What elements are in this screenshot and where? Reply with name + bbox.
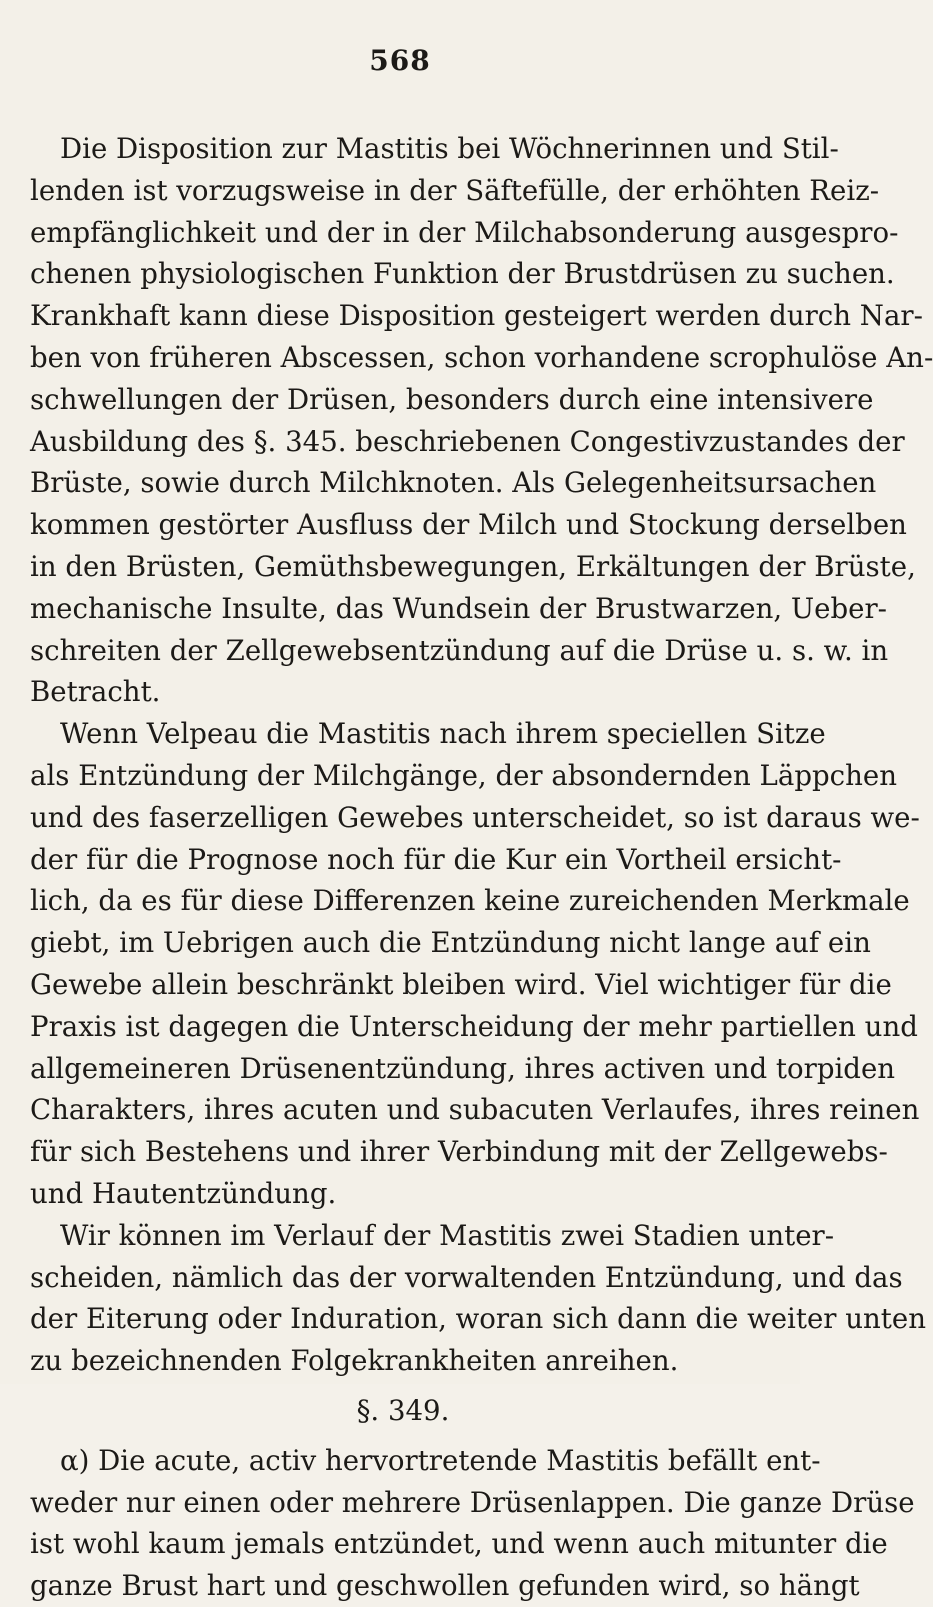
paragraph-velpeau (30, 713, 920, 1215)
page-number: 568 (369, 44, 431, 77)
text-line: schwellungen der Drüsen, besonders durch eine intensivere (30, 382, 874, 416)
text-line: empfänglichkeit und der in der Milchabsonderung ausgespro- (30, 215, 899, 249)
text-line: chenen physiologischen Funktion der Brustdrüsen zu suchen. (30, 257, 895, 291)
text-line: kommen gestörter Ausfluss der Milch und Stockung derselben (30, 508, 907, 542)
spacer (30, 1382, 776, 1390)
text-line: ben von früheren Abscessen, schon vorhandene scrophulöse An- (30, 340, 933, 374)
spacer (30, 1432, 776, 1440)
text-line: allgemeineren Drüsenentzündung, ihres activen und torpiden (30, 1051, 896, 1085)
text-line: und des faserzelligen Gewebes unterscheidet, so ist daraus we- (30, 800, 920, 834)
text-line: Die Disposition zur Mastitis bei Wöchnerinnen und Stil- (60, 132, 839, 165)
text-line: als Entzündung der Milchgänge, der absondernden Läppchen (30, 758, 897, 792)
text-line: ganze Brust hart und geschwollen gefunden wird, so hängt (30, 1569, 860, 1603)
text-line: lenden ist vorzugsweise in der Säftefülle, der erhöhten Reiz- (30, 173, 880, 207)
text-line: lich, da es für diese Differenzen keine zureichenden Merkmale (30, 884, 910, 918)
text-line: giebt, im Uebrigen auch die Entzündung nicht lange auf ein (30, 926, 871, 960)
text-line: scheiden, nämlich das der vorwaltenden Entzündung, und das (30, 1260, 903, 1294)
text-line: Charakters, ihres acuten und subacuten Verlaufes, ihres reinen (30, 1093, 920, 1127)
text-line: α) Die acute, activ hervortretende Mastitis befällt ent- (60, 1443, 821, 1477)
text-line: für sich Bestehens und ihrer Verbindung mit der Zellgewebs- (30, 1135, 888, 1169)
text-line: und Hautentzündung. (30, 1176, 337, 1210)
text-line: Wir können im Verlauf der Mastitis zwei Stadien unter- (60, 1218, 835, 1252)
paragraph-acute-mastitis (30, 1440, 915, 1607)
text-line: der Eiterung oder Induration, woran sich dann die weiter unten (30, 1302, 926, 1336)
text-line: Wenn Velpeau die Mastitis nach ihrem speciellen Sitze (60, 717, 826, 751)
text-line: Praxis ist dagegen die Unterscheidung der mehr partiellen und (30, 1009, 918, 1043)
text-line: schreiten der Zellgewebsentzündung auf die Drüse u. s. w. in (30, 633, 889, 667)
text-line: weder nur einen oder mehrere Drüsenlappen. Die ganze Drüse (30, 1485, 915, 1519)
paragraph-disposition (30, 128, 933, 713)
text-line: Gewebe allein beschränkt bleiben wird. Viel wichtiger für die (30, 967, 892, 1001)
text-line: Brüste, sowie durch Milchknoten. Als Gelegenheitsursachen (30, 466, 877, 500)
paragraph-stadien (30, 1215, 926, 1382)
text-line: in den Brüsten, Gemüthsbewegungen, Erkältungen der Brüste, (30, 549, 916, 583)
text-line: Betracht. (30, 675, 161, 709)
text-line: der für die Prognose noch für die Kur ein Vortheil ersicht- (30, 842, 842, 876)
text-line: mechanische Insulte, das Wundsein der Brustwarzen, Ueber- (30, 591, 887, 625)
text-line: zu bezeichnenden Folgekrankheiten anreihen. (30, 1344, 679, 1378)
section-heading: §. 349. (356, 1393, 450, 1427)
text-line: Krankhaft kann diese Disposition gesteigert werden durch Nar- (30, 299, 923, 333)
text-line: ist wohl kaum jemals entzündet, und wenn auch mitunter die (30, 1527, 888, 1561)
body-text (30, 128, 933, 1607)
text-line: Ausbildung des §. 345. beschriebenen Congestivzustandes der (30, 424, 905, 458)
